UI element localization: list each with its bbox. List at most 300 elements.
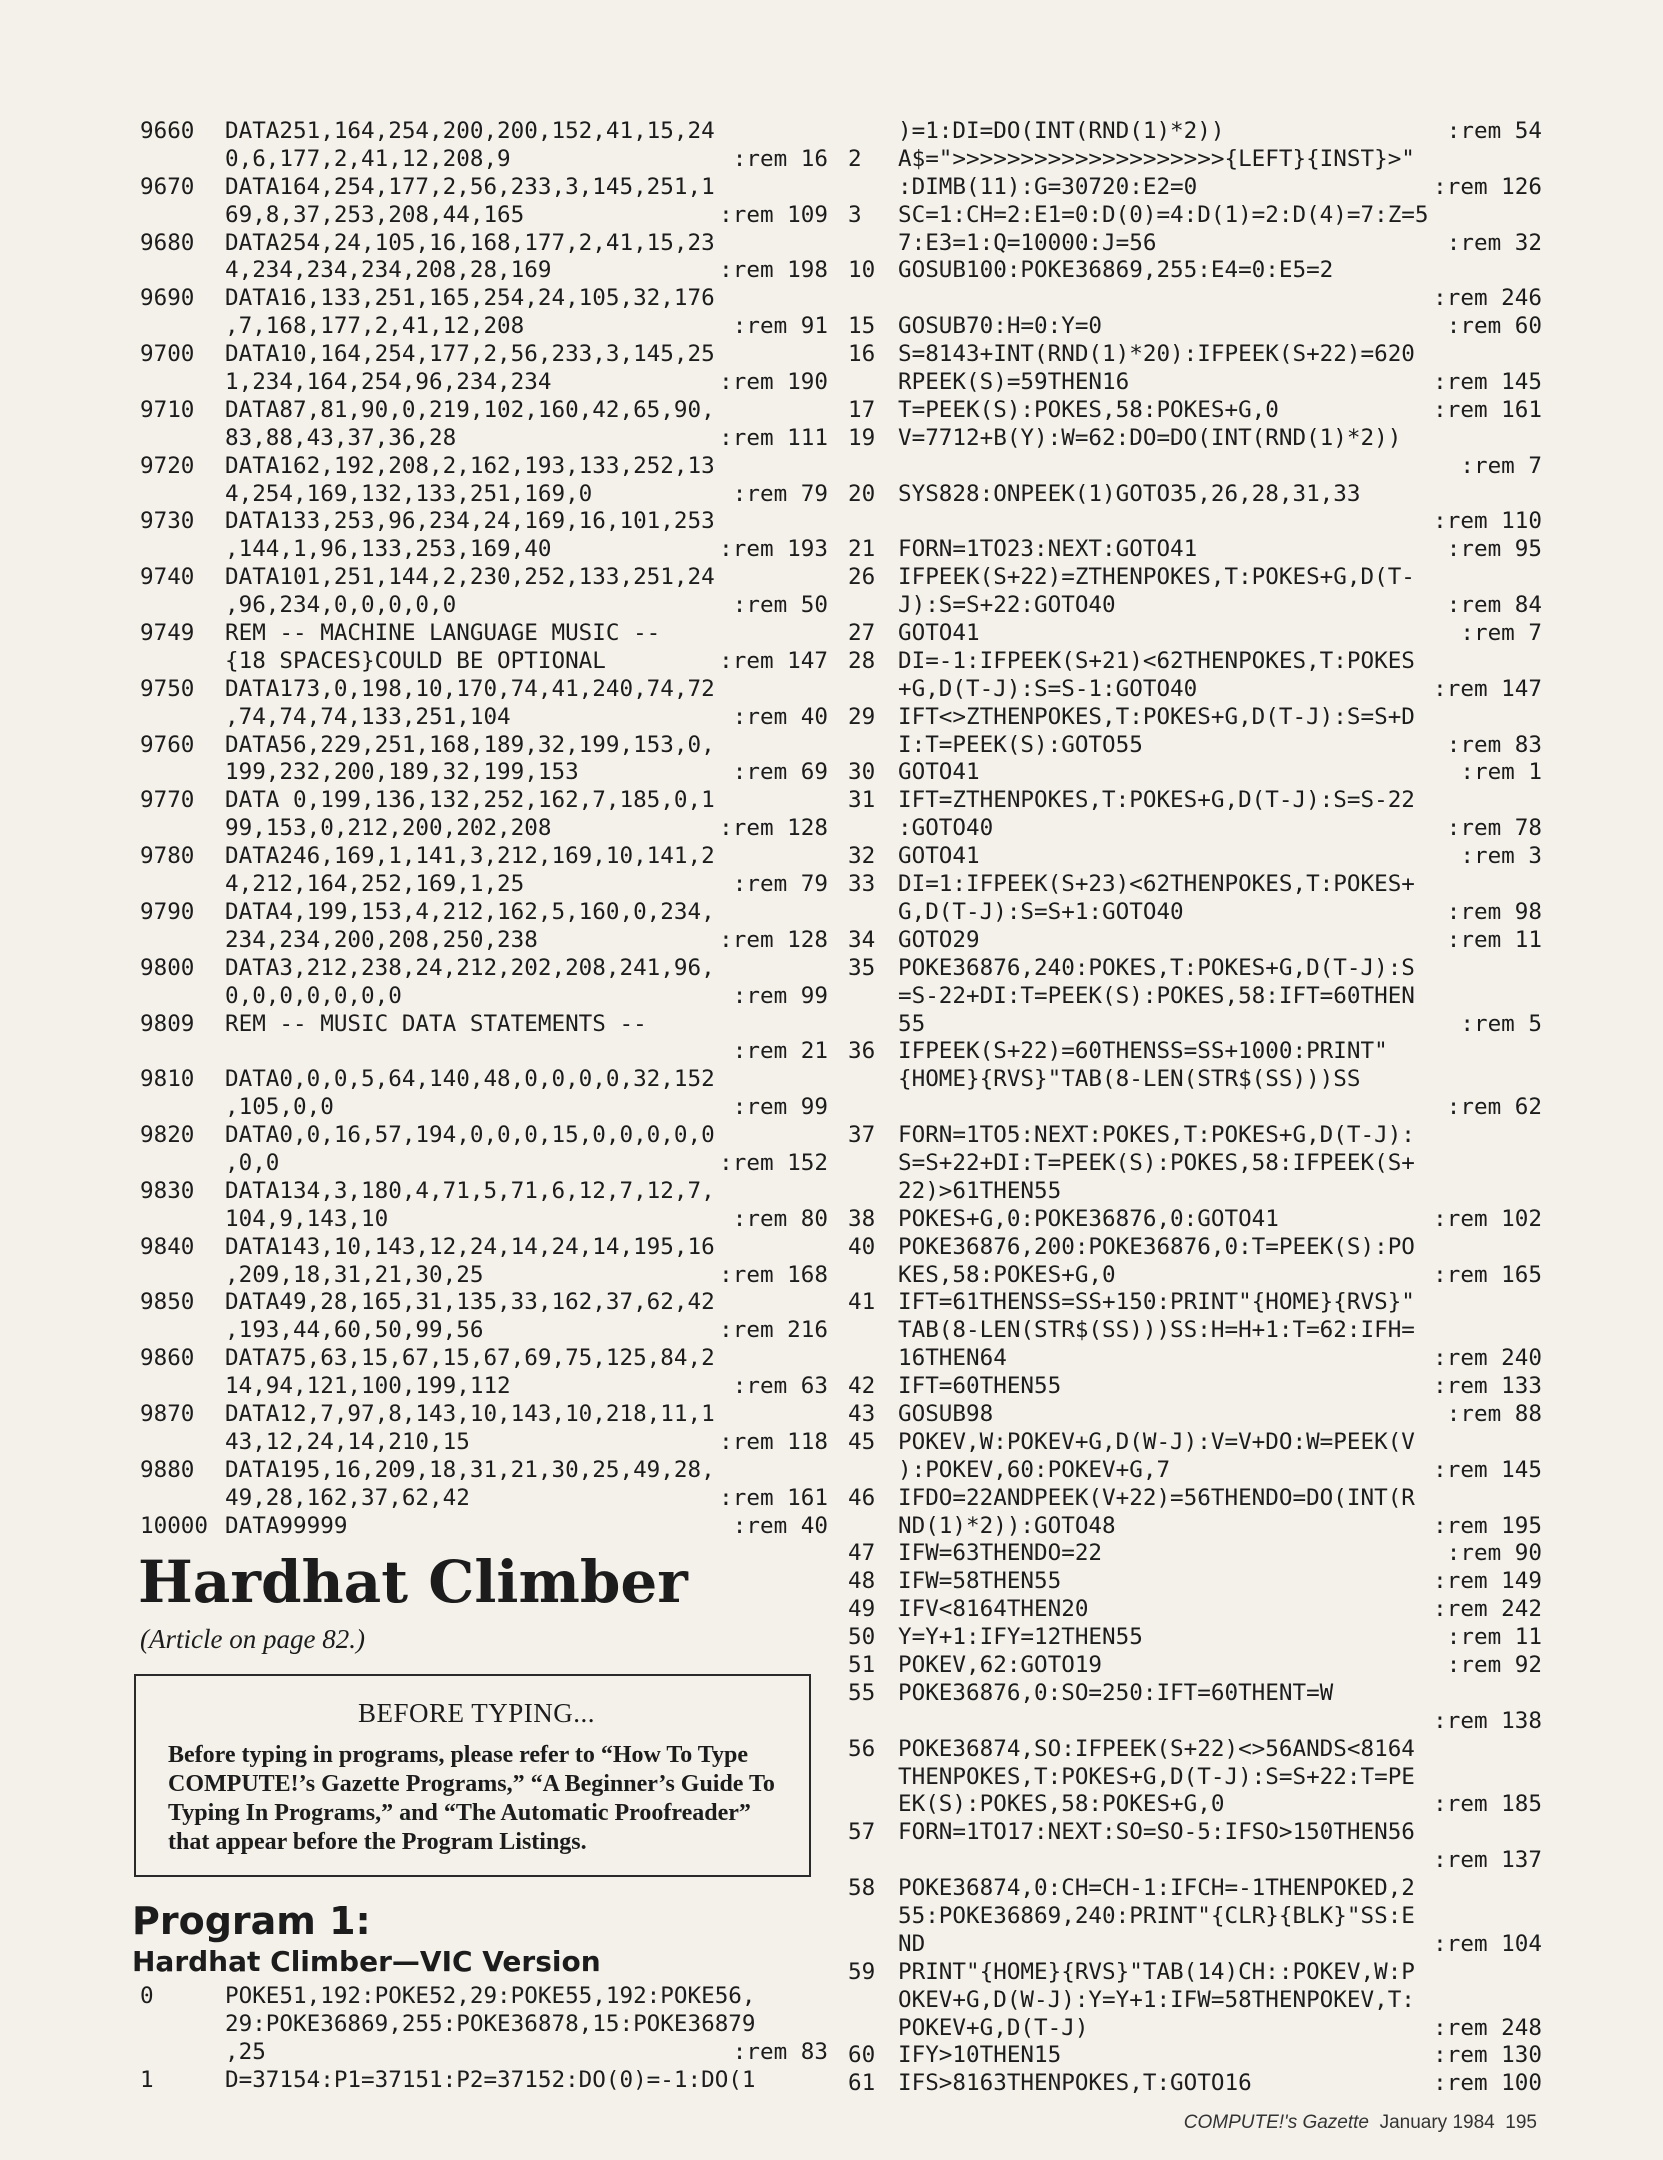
line-number: 9840 bbox=[140, 1233, 195, 1260]
line-number: 10000 bbox=[140, 1512, 209, 1539]
code-line bbox=[140, 899, 830, 927]
page-footer bbox=[1184, 2112, 1537, 2134]
line-number: 9790 bbox=[140, 898, 195, 925]
checksum-rem: :rem 90 bbox=[1446, 1540, 1542, 1567]
code-line bbox=[848, 648, 1538, 676]
line-number: 35 bbox=[848, 954, 876, 981]
code-text: DATA75,63,15,67,15,67,69,75,125,84,2 bbox=[225, 1345, 715, 1372]
checksum-rem: :rem 102 bbox=[1433, 1205, 1542, 1232]
code-line bbox=[848, 843, 1542, 871]
code-line bbox=[140, 1038, 830, 1066]
checksum-rem: :rem 145 bbox=[1433, 1456, 1542, 1483]
line-number: 9810 bbox=[140, 1066, 195, 1093]
code-line bbox=[140, 118, 830, 146]
checksum-rem: :rem 190 bbox=[719, 369, 828, 396]
code-line bbox=[140, 1011, 830, 1039]
code-line bbox=[848, 1930, 1542, 1959]
code-line bbox=[848, 536, 1542, 564]
code-line bbox=[140, 146, 830, 174]
code-line bbox=[848, 1234, 1538, 1262]
checksum-rem: :rem 16 bbox=[732, 145, 828, 172]
line-number: 51 bbox=[848, 1651, 876, 1678]
code-text: POKE36876,0:SO=250:IFT=60THENT=W bbox=[898, 1679, 1334, 1706]
checksum-rem: :rem 161 bbox=[1433, 396, 1542, 423]
code-text: )=1:DI=DO(INT(RND(1)*2)) bbox=[898, 118, 1225, 144]
code-text: DI=-1:IFPEEK(S+21)<62THENPOKES,T:POKES bbox=[898, 647, 1415, 674]
code-text: G,D(T-J):S=S+1:GOTO40 bbox=[898, 898, 1184, 925]
code-text: 99,153,0,212,200,202,208 bbox=[225, 815, 552, 842]
code-text: DATA254,24,105,16,168,177,2,41,15,23 bbox=[225, 229, 715, 256]
code-line bbox=[848, 1791, 1542, 1819]
code-line bbox=[848, 313, 1542, 341]
line-number: 30 bbox=[848, 759, 876, 786]
code-text: DATA246,169,1,141,3,212,169,10,141,2 bbox=[225, 843, 715, 870]
code-line bbox=[848, 257, 1538, 285]
code-line bbox=[848, 2070, 1542, 2098]
checksum-rem: :rem 133 bbox=[1433, 1373, 1542, 1400]
checksum-rem: :rem 7 bbox=[1460, 620, 1542, 647]
line-number: 9710 bbox=[140, 396, 195, 423]
code-line bbox=[140, 1178, 830, 1206]
line-number: 20 bbox=[848, 480, 876, 507]
code-text: GOSUB98 bbox=[898, 1400, 994, 1427]
code-text: POKES+G,0:POKE36876,0:GOTO41 bbox=[898, 1205, 1279, 1232]
line-number: 0 bbox=[140, 1983, 154, 2010]
code-line bbox=[140, 453, 830, 481]
checksum-rem: :rem 198 bbox=[719, 257, 828, 284]
code-line bbox=[140, 871, 830, 899]
checksum-rem: :rem 165 bbox=[1433, 1261, 1542, 1288]
article-page-reference: (Article on page 82.) bbox=[140, 1624, 365, 1655]
code-text: EK(S):POKES,58:POKES+G,0 bbox=[898, 1791, 1225, 1818]
code-text: IFY>10THEN15 bbox=[898, 2042, 1062, 2069]
code-text: 69,8,37,253,208,44,165 bbox=[225, 201, 525, 228]
code-text: IFW=63THENDO=22 bbox=[898, 1540, 1103, 1567]
code-text: 43,12,24,14,210,15 bbox=[225, 1428, 470, 1455]
code-text: POKE36874,0:CH=CH-1:IFCH=-1THENPOKED,2 bbox=[898, 1875, 1415, 1902]
code-line bbox=[848, 1289, 1538, 1317]
code-line bbox=[848, 759, 1542, 787]
line-number: 3 bbox=[848, 201, 862, 228]
line-number: 9870 bbox=[140, 1400, 195, 1427]
code-text: S=8143+INT(RND(1)*20):IFPEEK(S+22)=620 bbox=[898, 341, 1415, 368]
code-text: DATA16,133,251,165,254,24,105,32,176 bbox=[225, 285, 715, 312]
code-line bbox=[140, 620, 830, 648]
code-line bbox=[140, 1345, 830, 1373]
code-text: 199,232,200,189,32,199,153 bbox=[225, 759, 579, 786]
code-text: PRINT"{HOME}{RVS}"TAB(14)CH::POKEV,W:P bbox=[898, 1958, 1415, 1985]
code-line bbox=[848, 1651, 1542, 1680]
line-number: 61 bbox=[848, 2070, 876, 2097]
checksum-rem: :rem 79 bbox=[732, 480, 828, 507]
code-line bbox=[848, 1205, 1542, 1234]
line-number: 40 bbox=[848, 1233, 876, 1260]
code-text: ,0,0 bbox=[225, 1149, 280, 1176]
code-line bbox=[848, 1680, 1538, 1708]
code-line bbox=[848, 1345, 1542, 1373]
line-number: 26 bbox=[848, 564, 876, 591]
code-line bbox=[140, 1457, 830, 1485]
checksum-rem: :rem 21 bbox=[732, 1038, 828, 1065]
code-text: 0,6,177,2,41,12,208,9 bbox=[225, 145, 511, 172]
checksum-rem: :rem 168 bbox=[719, 1261, 828, 1288]
line-number: 33 bbox=[848, 871, 876, 898]
code-line bbox=[140, 1317, 830, 1345]
code-text: {HOME}{RVS}"TAB(8-LEN(STR$(SS)))SS bbox=[898, 1066, 1361, 1093]
line-number: 57 bbox=[848, 1819, 876, 1846]
code-text: OKEV+G,D(W-J):Y=Y+1:IFW=58THENPOKEV,T: bbox=[898, 1986, 1415, 2013]
code-line bbox=[848, 955, 1538, 983]
code-line bbox=[848, 2014, 1542, 2043]
line-number: 27 bbox=[848, 620, 876, 647]
line-number: 48 bbox=[848, 1568, 876, 1595]
checksum-rem: :rem 11 bbox=[1446, 1624, 1542, 1651]
line-number: 42 bbox=[848, 1373, 876, 1400]
checksum-rem: :rem 128 bbox=[719, 926, 828, 953]
code-line bbox=[140, 397, 830, 425]
line-number: 9749 bbox=[140, 620, 195, 647]
code-line bbox=[140, 955, 830, 983]
code-line bbox=[848, 1485, 1538, 1513]
code-line bbox=[140, 1983, 830, 2011]
code-text: TAB(8-LEN(STR$(SS)))SS:H=H+1:T=62:IFH= bbox=[898, 1317, 1415, 1344]
line-number: 60 bbox=[848, 2042, 876, 2069]
line-number: 9670 bbox=[140, 173, 195, 200]
code-line bbox=[140, 983, 830, 1011]
line-number: 1 bbox=[140, 2067, 154, 2094]
code-text: 7:E3=1:Q=10000:J=56 bbox=[898, 229, 1157, 256]
code-text: I:T=PEEK(S):GOTO55 bbox=[898, 731, 1143, 758]
code-text: FORN=1TO23:NEXT:GOTO41 bbox=[898, 536, 1198, 563]
code-line bbox=[848, 1540, 1542, 1568]
code-line bbox=[140, 1122, 830, 1150]
line-number: 9720 bbox=[140, 452, 195, 479]
code-text: A$=">>>>>>>>>>>>>>>>>>>>{LEFT}{INST}>" bbox=[898, 145, 1415, 172]
line-number: 9780 bbox=[140, 843, 195, 870]
checksum-rem: :rem 84 bbox=[1446, 592, 1542, 619]
code-text: IFPEEK(S+22)=ZTHENPOKES,T:POKES+G,D(T- bbox=[898, 564, 1415, 591]
code-line bbox=[848, 898, 1542, 927]
code-text: 4,212,164,252,169,1,25 bbox=[225, 871, 525, 898]
code-text: IFT=61THENSS=SS+150:PRINT"{HOME}{RVS}" bbox=[898, 1289, 1415, 1316]
checksum-rem: :rem 92 bbox=[1446, 1651, 1542, 1678]
line-number: 32 bbox=[848, 843, 876, 870]
code-line bbox=[848, 1066, 1538, 1094]
code-line bbox=[140, 1234, 830, 1262]
line-number: 58 bbox=[848, 1875, 876, 1902]
code-text: 1,234,164,254,96,234,234 bbox=[225, 369, 552, 396]
checksum-rem: :rem 91 bbox=[732, 313, 828, 340]
code-text: DATA134,3,180,4,71,5,71,6,12,7,12,7, bbox=[225, 1177, 715, 1204]
line-number: 9690 bbox=[140, 285, 195, 312]
checksum-rem: :rem 63 bbox=[732, 1373, 828, 1400]
code-text: SYS828:ONPEEK(1)GOTO35,26,28,31,33 bbox=[898, 480, 1361, 507]
code-text: ND bbox=[898, 1930, 926, 1957]
checksum-rem: :rem 95 bbox=[1446, 536, 1542, 563]
footer-page-number: 195 bbox=[1505, 2112, 1537, 2133]
code-text: DI=1:IFPEEK(S+23)<62THENPOKES,T:POKES+ bbox=[898, 871, 1415, 898]
code-text: 234,234,200,208,250,238 bbox=[225, 926, 538, 953]
line-number: 28 bbox=[848, 647, 876, 674]
checksum-rem: :rem 137 bbox=[1433, 1847, 1542, 1874]
code-text: DATA0,0,0,5,64,140,48,0,0,0,0,32,152 bbox=[225, 1066, 715, 1093]
line-number: 9730 bbox=[140, 508, 195, 535]
code-text: IFV<8164THEN20 bbox=[898, 1596, 1089, 1623]
code-line bbox=[848, 1429, 1538, 1457]
code-text: ,105,0,0 bbox=[225, 1094, 334, 1121]
code-line bbox=[848, 1038, 1538, 1066]
code-line bbox=[848, 1400, 1542, 1429]
code-line bbox=[140, 369, 830, 397]
line-number: 9740 bbox=[140, 564, 195, 591]
checksum-rem: :rem 246 bbox=[1433, 285, 1542, 312]
code-text: IFS>8163THENPOKES,T:GOTO16 bbox=[898, 2070, 1252, 2097]
code-line bbox=[848, 481, 1538, 509]
code-line bbox=[140, 313, 830, 341]
code-text: SC=1:CH=2:E1=0:D(0)=4:D(1)=2:D(4)=7:Z=5 bbox=[898, 201, 1429, 228]
checksum-rem: :rem 109 bbox=[719, 201, 828, 228]
checksum-rem: :rem 83 bbox=[732, 2039, 828, 2066]
program-listing-continued bbox=[848, 118, 1542, 2098]
before-typing-box bbox=[134, 1674, 811, 1877]
code-text: DATA251,164,254,200,200,152,41,15,24 bbox=[225, 118, 715, 144]
code-text: 4,254,169,132,133,251,169,0 bbox=[225, 480, 593, 507]
checksum-rem: :rem 7 bbox=[1460, 452, 1542, 479]
line-number: 9750 bbox=[140, 675, 195, 702]
line-number: 49 bbox=[848, 1596, 876, 1623]
data-statements-listing bbox=[140, 118, 830, 1540]
code-line bbox=[140, 592, 830, 620]
code-line bbox=[140, 2067, 830, 2095]
checksum-rem: :rem 78 bbox=[1446, 815, 1542, 842]
line-number: 37 bbox=[848, 1122, 876, 1149]
code-text: POKE51,192:POKE52,29:POKE55,192:POKE56, bbox=[225, 1983, 756, 2010]
code-line bbox=[848, 146, 1538, 174]
code-line bbox=[848, 592, 1542, 620]
line-number: 59 bbox=[848, 1958, 876, 1985]
checksum-rem: :rem 69 bbox=[732, 759, 828, 786]
line-number: 45 bbox=[848, 1428, 876, 1455]
checksum-rem: :rem 161 bbox=[719, 1484, 828, 1511]
code-text: ,193,44,60,50,99,56 bbox=[225, 1317, 484, 1344]
code-text: FORN=1TO5:NEXT:POKES,T:POKES+G,D(T-J): bbox=[898, 1122, 1415, 1149]
checksum-rem: :rem 79 bbox=[732, 871, 828, 898]
code-line bbox=[140, 230, 830, 258]
code-text: {18 SPACES}COULD BE OPTIONAL bbox=[225, 647, 606, 674]
line-number: 9770 bbox=[140, 787, 195, 814]
code-line bbox=[848, 926, 1542, 955]
code-text: 49,28,162,37,62,42 bbox=[225, 1484, 470, 1511]
code-line bbox=[848, 675, 1542, 704]
code-line bbox=[848, 1987, 1538, 2015]
code-text: ND(1)*2)):GOTO48 bbox=[898, 1512, 1116, 1539]
checksum-rem: :rem 3 bbox=[1460, 843, 1542, 870]
code-line bbox=[848, 369, 1542, 397]
checksum-rem: :rem 185 bbox=[1433, 1791, 1542, 1818]
code-text: ,74,74,74,133,251,104 bbox=[225, 703, 511, 730]
code-text: DATA12,7,97,8,143,10,143,10,218,11,1 bbox=[225, 1400, 715, 1427]
line-number: 9660 bbox=[140, 118, 195, 144]
code-text: GOTO41 bbox=[898, 843, 980, 870]
code-text: IFW=58THEN55 bbox=[898, 1568, 1062, 1595]
checksum-rem: :rem 5 bbox=[1460, 1010, 1542, 1037]
code-line bbox=[848, 341, 1538, 369]
code-line bbox=[848, 871, 1538, 899]
code-line bbox=[140, 564, 830, 592]
code-line bbox=[848, 1122, 1538, 1150]
code-line bbox=[140, 815, 830, 843]
code-line bbox=[140, 1429, 830, 1457]
code-line bbox=[140, 1094, 830, 1122]
code-text: POKEV,W:POKEV+G,D(W-J):V=V+DO:W=PEEK(V bbox=[898, 1428, 1415, 1455]
code-text: 16THEN64 bbox=[898, 1345, 1007, 1372]
line-number: 9800 bbox=[140, 954, 195, 981]
code-text: DATA3,212,238,24,212,202,208,241,96, bbox=[225, 954, 715, 981]
code-text: DATA56,229,251,168,189,32,199,153,0, bbox=[225, 731, 715, 758]
checksum-rem: :rem 149 bbox=[1433, 1568, 1542, 1595]
code-text: S=S+22+DI:T=PEEK(S):POKES,58:IFPEEK(S+ bbox=[898, 1149, 1415, 1176]
code-text: ,25 bbox=[225, 2039, 266, 2066]
code-text: 55 bbox=[898, 1010, 926, 1037]
code-text: T=PEEK(S):POKES,58:POKES+G,0 bbox=[898, 396, 1279, 423]
left-column bbox=[132, 118, 830, 2095]
code-line bbox=[140, 2039, 830, 2067]
code-line bbox=[848, 1736, 1538, 1764]
code-text: THENPOKES,T:POKES+G,D(T-J):S=S+22:T=PE bbox=[898, 1763, 1415, 1790]
code-line bbox=[848, 1707, 1542, 1736]
code-text: DATA101,251,144,2,230,252,133,251,24 bbox=[225, 564, 715, 591]
checksum-rem: :rem 60 bbox=[1446, 313, 1542, 340]
article-title: Hardhat Climber bbox=[138, 1548, 688, 1617]
before-typing-heading: BEFORE TYPING... bbox=[357, 1698, 596, 1729]
checksum-rem: :rem 50 bbox=[732, 592, 828, 619]
code-line bbox=[848, 787, 1538, 815]
line-number: 15 bbox=[848, 313, 876, 340]
code-line bbox=[848, 202, 1538, 230]
checksum-rem: :rem 54 bbox=[1446, 118, 1542, 144]
program-subtitle: Hardhat Climber—VIC Version bbox=[132, 1945, 601, 1979]
line-number: 2 bbox=[848, 145, 862, 172]
code-text: DATA164,254,177,2,56,233,3,145,251,1 bbox=[225, 173, 715, 200]
code-line bbox=[140, 1289, 830, 1317]
code-line bbox=[848, 1568, 1542, 1596]
code-text: +G,D(T-J):S=S-1:GOTO40 bbox=[898, 675, 1198, 702]
code-text: POKE36876,200:POKE36876,0:T=PEEK(S):PO bbox=[898, 1233, 1415, 1260]
code-text: DATA143,10,143,12,24,14,24,14,195,16 bbox=[225, 1233, 715, 1260]
code-line bbox=[848, 564, 1538, 592]
code-line bbox=[848, 2042, 1542, 2070]
line-number: 21 bbox=[848, 536, 876, 563]
line-number: 38 bbox=[848, 1205, 876, 1232]
code-text: 4,234,234,234,208,28,169 bbox=[225, 257, 552, 284]
code-line bbox=[140, 202, 830, 230]
checksum-rem: :rem 240 bbox=[1433, 1345, 1542, 1372]
code-text: V=7712+B(Y):W=62:DO=DO(INT(RND(1)*2)) bbox=[898, 424, 1402, 451]
code-text: IFT=60THEN55 bbox=[898, 1373, 1062, 1400]
line-number: 41 bbox=[848, 1289, 876, 1316]
checksum-rem: :rem 152 bbox=[719, 1149, 828, 1176]
code-text: GOSUB100:POKE36869,255:E4=0:E5=2 bbox=[898, 257, 1334, 284]
code-text: DATA173,0,198,10,170,74,41,240,74,72 bbox=[225, 675, 715, 702]
code-line bbox=[140, 732, 830, 760]
line-number: 9860 bbox=[140, 1345, 195, 1372]
line-number: 36 bbox=[848, 1038, 876, 1065]
line-number: 17 bbox=[848, 396, 876, 423]
code-line bbox=[140, 257, 830, 285]
code-line bbox=[848, 1512, 1542, 1541]
code-line bbox=[140, 1206, 830, 1234]
code-line bbox=[848, 1875, 1538, 1903]
code-line bbox=[140, 927, 830, 955]
code-line bbox=[140, 1066, 830, 1094]
code-text: ):POKEV,60:POKEV+G,7 bbox=[898, 1456, 1171, 1483]
code-line bbox=[848, 731, 1542, 760]
code-line bbox=[848, 173, 1542, 202]
code-line bbox=[140, 285, 830, 313]
checksum-rem: :rem 145 bbox=[1433, 369, 1542, 396]
program-title: Program 1: bbox=[132, 1899, 371, 1944]
code-text: POKE36874,SO:IFPEEK(S+22)<>56ANDS<8164 bbox=[898, 1735, 1415, 1762]
code-line bbox=[848, 1819, 1538, 1847]
code-text: POKE36876,240:POKES,T:POKES+G,D(T-J):S bbox=[898, 954, 1415, 981]
code-text: POKEV,62:GOTO19 bbox=[898, 1651, 1103, 1678]
checksum-rem: :rem 110 bbox=[1433, 508, 1542, 535]
footer-publication: COMPUTE!'s Gazette bbox=[1183, 2112, 1370, 2133]
code-line bbox=[140, 1513, 830, 1541]
code-line bbox=[848, 1959, 1538, 1987]
checksum-rem: :rem 128 bbox=[719, 815, 828, 842]
line-number: 10 bbox=[848, 257, 876, 284]
code-text: 22)>61THEN55 bbox=[898, 1177, 1062, 1204]
line-number: 9880 bbox=[140, 1456, 195, 1483]
checksum-rem: :rem 118 bbox=[719, 1428, 828, 1455]
code-line bbox=[140, 2011, 830, 2039]
line-number: 31 bbox=[848, 787, 876, 814]
code-text: GOSUB70:H=0:Y=0 bbox=[898, 313, 1103, 340]
code-line bbox=[848, 1150, 1538, 1178]
code-text: ,96,234,0,0,0,0,0 bbox=[225, 592, 457, 619]
code-text: FORN=1TO17:NEXT:SO=SO-5:IFSO>150THEN56 bbox=[898, 1819, 1415, 1846]
code-line bbox=[848, 1456, 1542, 1485]
code-text: ,7,168,177,2,41,12,208 bbox=[225, 313, 525, 340]
code-line bbox=[848, 1010, 1542, 1039]
line-number: 56 bbox=[848, 1735, 876, 1762]
code-text: DATA 0,199,136,132,252,162,7,185,0,1 bbox=[225, 787, 715, 814]
code-text: :DIMB(11):G=30720:E2=0 bbox=[898, 173, 1198, 200]
line-number: 47 bbox=[848, 1540, 876, 1567]
code-text: DATA49,28,165,31,135,33,162,37,62,42 bbox=[225, 1289, 715, 1316]
line-number: 9809 bbox=[140, 1010, 195, 1037]
line-number: 29 bbox=[848, 703, 876, 730]
line-number: 9680 bbox=[140, 229, 195, 256]
code-text: DATA99999 bbox=[225, 1512, 348, 1539]
line-number: 34 bbox=[848, 926, 876, 953]
code-line bbox=[140, 1262, 830, 1290]
code-text: 29:POKE36869,255:POKE36878,15:POKE36879 bbox=[225, 2011, 756, 2038]
code-line bbox=[848, 815, 1542, 843]
code-line bbox=[848, 118, 1542, 146]
checksum-rem: :rem 147 bbox=[719, 647, 828, 674]
code-text: DATA162,192,208,2,162,193,133,252,13 bbox=[225, 452, 715, 479]
code-text: REM -- MACHINE LANGUAGE MUSIC -- bbox=[225, 620, 661, 647]
code-text: DATA4,199,153,4,212,162,5,160,0,234, bbox=[225, 898, 715, 925]
checksum-rem: :rem 126 bbox=[1433, 173, 1542, 200]
line-number: 55 bbox=[848, 1679, 876, 1706]
checksum-rem: :rem 88 bbox=[1446, 1400, 1542, 1427]
program-listing bbox=[140, 1983, 830, 2095]
footer-date: January 1984 bbox=[1379, 2112, 1495, 2133]
line-number: 46 bbox=[848, 1484, 876, 1511]
